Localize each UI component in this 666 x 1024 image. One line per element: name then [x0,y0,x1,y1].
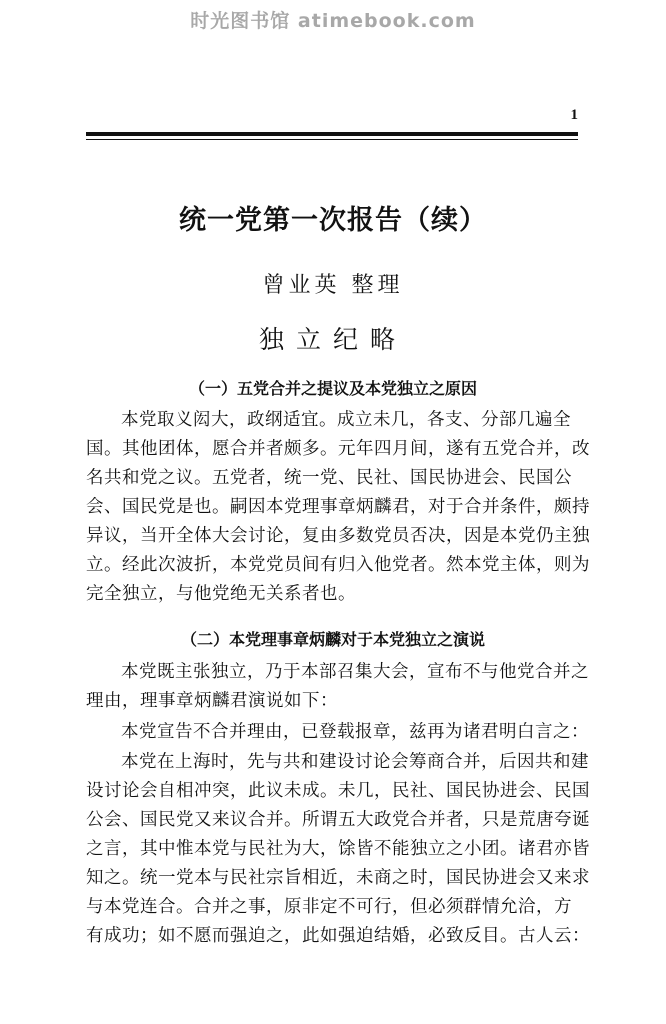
text-line: 与本党连合。合并之事，原非定不可行，但必须群情允洽，方 [86,897,572,917]
text-line: 名共和党之议。五党者，统一党、民社、国民协进会、民国公 [86,468,572,488]
page-number: 1 [570,107,578,123]
text-line: 理由，理事章炳麟君演说如下： [86,691,338,711]
header-rule-thin [86,139,578,140]
text-line: 知之。统一党本与民社宗旨相近，未商之时，国民协进会又来求 [86,868,590,888]
text-line: 本党既主张独立，乃于本部召集大会，宣布不与他党合并之 [121,662,589,682]
article-title: 统一党第一次报告（续） [179,205,487,236]
text-line: 本党宣告不合并理由，已登载报章，兹再为诸君明白言之： [121,722,589,742]
subheading-2: （二）本党理事章炳麟对于本党独立之演说 [180,630,485,649]
editor-credit: 曾业英 整理 [262,273,404,298]
text-line: 国。其他团体，愿合并者颇多。元年四月间，遂有五党合并，改 [86,439,590,459]
text-line: 之言，其中惟本党与民社为大，馀皆不能独立之小团。诸君亦皆 [86,839,590,859]
watermark: 时光图书馆 atimebook.com [190,10,476,32]
section-title: 独立纪略 [258,325,407,354]
paragraph-1 [86,406,606,609]
text-line: 完全独立，与他党绝无关系者也。 [86,584,356,604]
text-line: 设讨论会自相冲突，此议未成。未几，民社、国民协进会、民国 [86,781,590,801]
paragraph-3 [86,718,606,747]
paragraph-2 [86,658,606,716]
text-line: 本党在上海时，先与共和建设讨论会筹商合并，后因共和建 [121,752,589,772]
subheading-1: （一）五党合并之提议及本党独立之原因 [188,379,477,398]
text-line: 本党取义闳大，政纲适宜。成立未几，各支、分部几遍全 [121,410,571,430]
paragraph-4 [86,748,606,951]
text-line: 公会、国民党又来议合并。所谓五大政党合并者，只是荒唐夸诞 [86,810,590,830]
text-line: 会、国民党是也。嗣因本党理事章炳麟君，对于合并条件，颇持 [86,497,590,517]
header-rule-thick [86,132,578,136]
text-line: 异议，当开全体大会讨论，复由多数党员否决，因是本党仍主独 [86,526,590,546]
text-line: 立。经此次波折，本党党员间有归入他党者。然本党主体，则为 [86,555,590,575]
text-line: 有成功；如不愿而强迫之，此如强迫结婚，必致反目。古人云： [86,926,590,946]
